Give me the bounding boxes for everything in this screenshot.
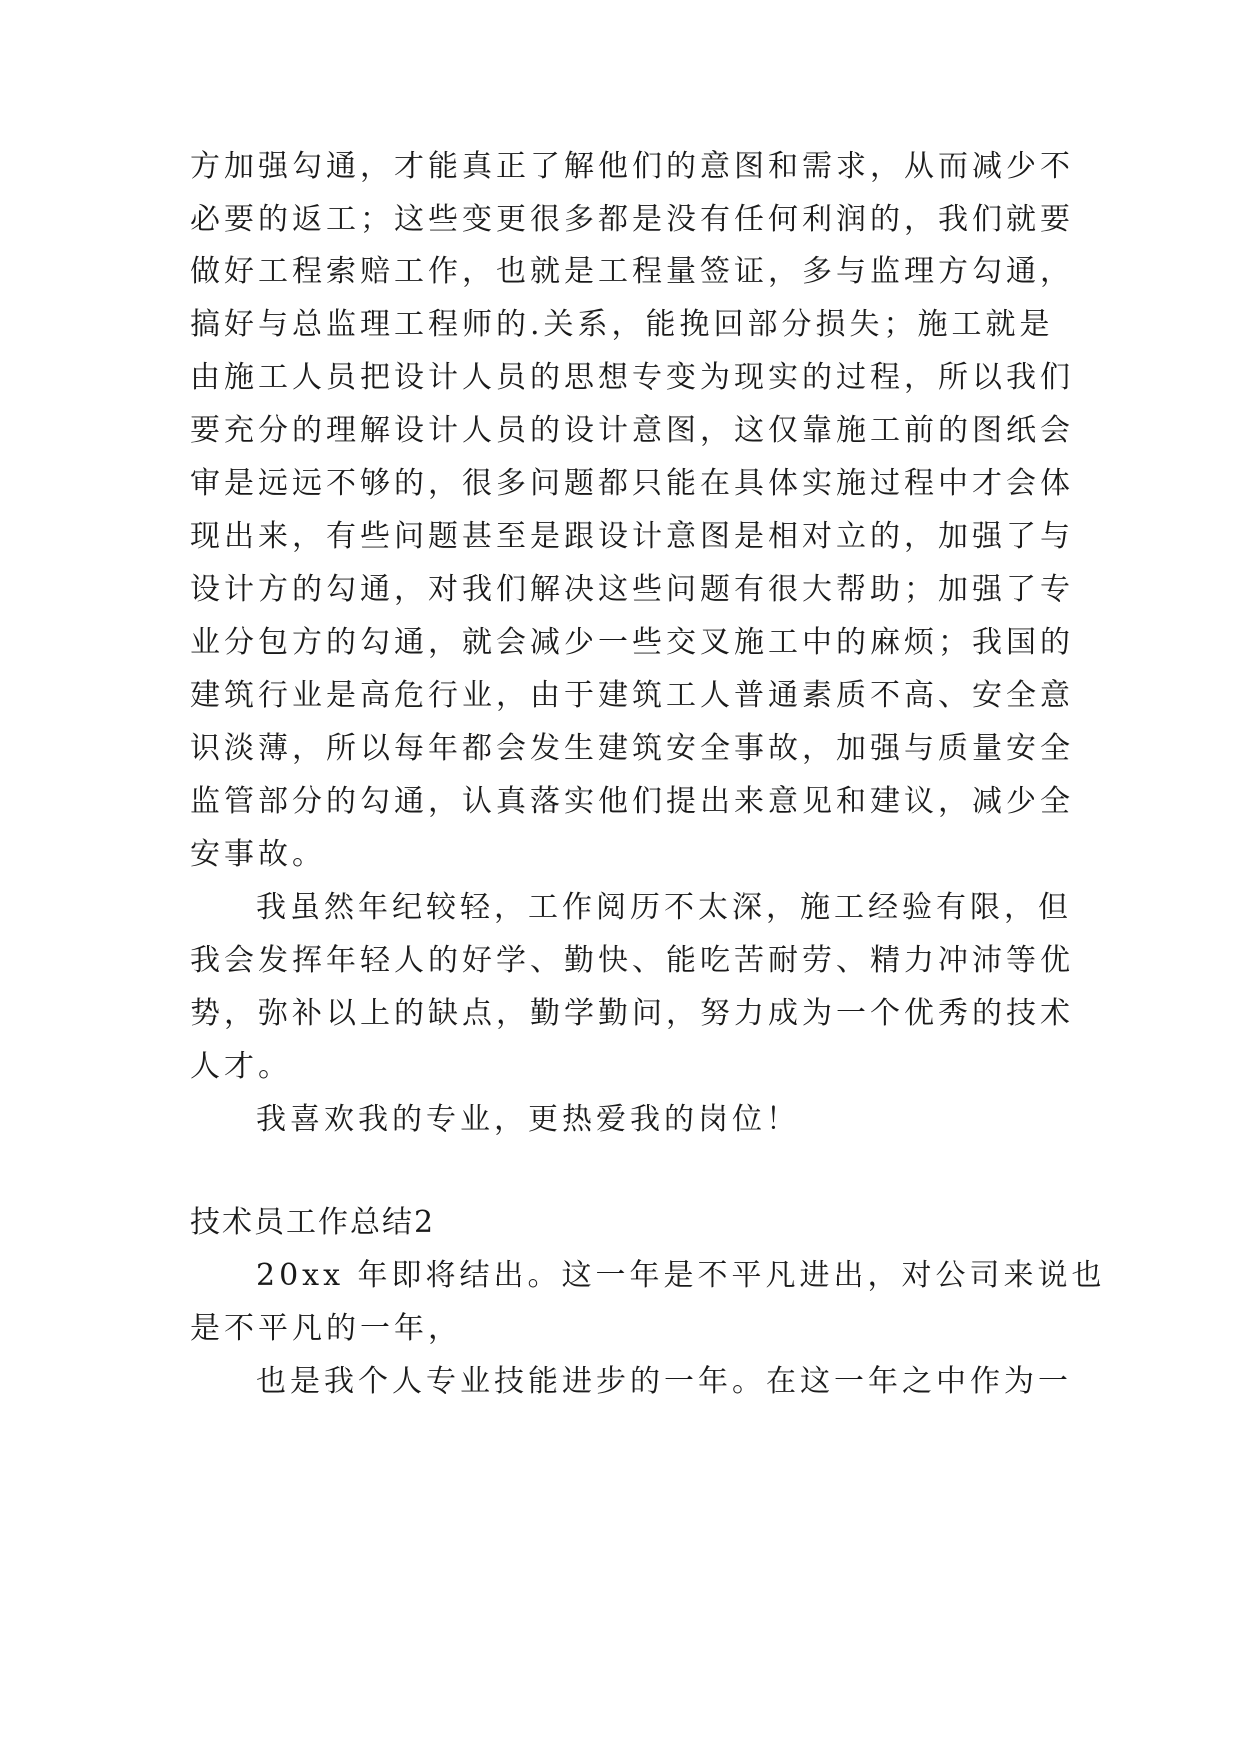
paragraph-line: 设计方的勾通，对我们解决这些问题有很大帮助；加强了专	[190, 572, 1074, 607]
paragraph-line: 审是远远不够的，很多问题都只能在具体实施过程中才会体	[190, 466, 1074, 501]
paragraph-line: 也是我个人专业技能进步的一年。在这一年之中作为一	[256, 1364, 1072, 1399]
paragraph-line: 我喜欢我的专业，更热爱我的岗位！	[256, 1102, 800, 1137]
paragraph-line: 必要的返工；这些变更很多都是没有任何利润的，我们就要	[190, 202, 1074, 237]
paragraph-line: 要充分的理解设计人员的设计意图，这仅靠施工前的图纸会	[190, 413, 1074, 448]
paragraph-line: 我虽然年纪较轻，工作阅历不太深，施工经验有限，但	[256, 890, 1072, 925]
paragraph-line: 搞好与总监理工程师的.关系，能挽回部分损失；施工就是	[190, 307, 1054, 342]
paragraph-line: 业分包方的勾通，就会减少一些交叉施工中的麻烦；我国的	[190, 625, 1074, 660]
paragraph-line: 做好工程索赔工作，也就是工程量签证，多与监理方勾通，	[190, 254, 1074, 289]
paragraph-line: 方加强勾通，才能真正了解他们的意图和需求，从而减少不	[190, 149, 1074, 184]
paragraph-line: 是不平凡的一年，	[190, 1311, 462, 1346]
paragraph-line: 安事故。	[190, 837, 326, 872]
paragraph-line: 人才。	[190, 1049, 292, 1084]
paragraph-line: 由施工人员把设计人员的思想专变为现实的过程，所以我们	[190, 360, 1074, 395]
paragraph-line: 识淡薄，所以每年都会发生建筑安全事故，加强与质量安全	[190, 731, 1074, 766]
paragraph-line: 20xx 年即将结出。这一年是不平凡进出，对公司来说也	[256, 1258, 1106, 1293]
paragraph-line: 我会发挥年轻人的好学、勤快、能吃苦耐劳、精力冲沛等优	[190, 943, 1074, 978]
paragraph-line: 势，弥补以上的缺点，勤学勤问，努力成为一个优秀的技术	[190, 996, 1074, 1031]
section-heading: 技术员工作总结2	[190, 1205, 436, 1240]
paragraph-line: 建筑行业是高危行业，由于建筑工人普通素质不高、安全意	[190, 678, 1074, 713]
paragraph-line: 现出来，有些问题甚至是跟设计意图是相对立的，加强了与	[190, 519, 1074, 554]
paragraph-line: 监管部分的勾通，认真落实他们提出来意见和建议，减少全	[190, 784, 1074, 819]
